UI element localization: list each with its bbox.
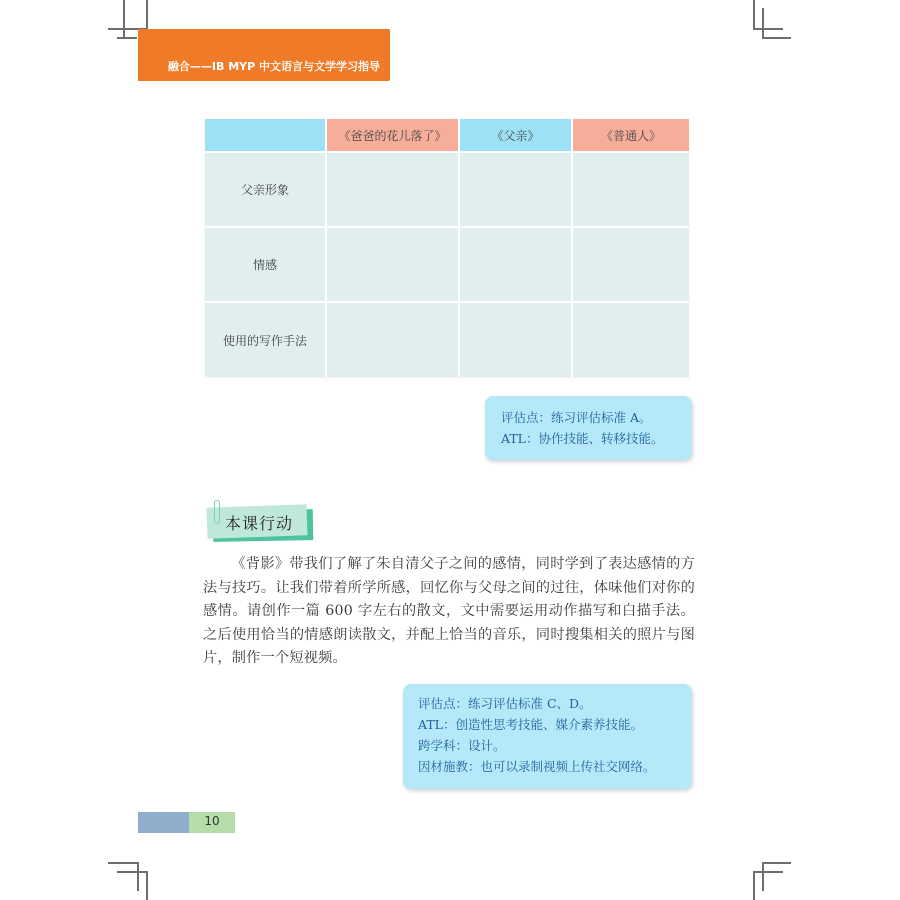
table-cell[interactable] [327,228,460,303]
activity-paragraph: 《背影》带我们了解了朱自清父子之间的感情，同时学到了表达感情的方法与技巧。让我们带着所学所感，回忆你与父母之间的过往，体味他们对你的感情。请创作一篇 600 字左右的散文，文中需要运用动作描写和白描手法。之后使用恰当的情感朗读散文，并配上恰当的音乐，同时搜集相关的照片与图片，制作一个短视频。 [203,556,695,666]
header-band [138,29,390,81]
table-cell[interactable] [460,153,573,228]
table-cell[interactable] [460,228,573,303]
note-line-assessment: 评估点：练习评估标准 A。 [501,410,652,425]
crop-mark [753,28,783,30]
crop-mark [123,0,125,37]
crop-mark [137,862,139,891]
table-cell[interactable] [573,228,689,303]
row-label-emotion: 情感 [205,228,327,303]
paperclip-icon [214,500,220,524]
page-number: 10 [204,814,220,828]
row-label-writing-techniques: 使用的写作手法 [205,303,327,377]
table-cell[interactable] [327,153,460,228]
table-cell[interactable] [573,303,689,377]
footer-bar-blue [138,812,189,833]
table-header-row [205,119,689,153]
column-header-fuqin: 《父亲》 [460,119,573,153]
section-heading: 本课行动 [225,514,294,533]
table-cell[interactable] [327,303,460,377]
crop-mark [146,871,148,900]
crop-mark [762,8,764,38]
note-line-assessment: 评估点：练习评估标准 C、D。 [418,696,592,711]
crop-mark [117,871,147,873]
crop-mark [117,37,137,39]
note-line-interdisciplinary: 跨学科：设计。 [418,738,506,753]
crop-mark [762,862,791,864]
column-header-babadehuaerluole: 《爸爸的花儿落了》 [327,119,460,153]
table-cell[interactable] [573,153,689,228]
footer-bar-green [189,812,235,833]
crop-mark [762,862,764,891]
section-heading-tag [207,506,307,538]
column-header-putongren: 《普通人》 [573,119,689,153]
crop-mark [753,0,755,29]
crop-mark [108,862,138,864]
row-label-father-image: 父亲形象 [205,153,327,228]
table-row [205,228,689,303]
activity-note-box [403,684,692,789]
note-line-atl: ATL：协作技能、转移技能。 [501,431,664,446]
table-cell[interactable] [460,303,573,377]
table-row [205,303,689,377]
crop-mark [762,37,791,39]
book-title: 融合——IB MYP 中文语言与文学学习指导 [167,60,380,73]
table-corner-cell [205,119,327,153]
crop-mark [753,871,755,900]
note-line-atl: ATL：创造性思考技能、媒介素养技能。 [418,717,643,732]
crop-mark [753,871,783,873]
assessment-note-box [485,396,692,460]
note-line-differentiation: 因材施教：也可以录制视频上传社交网络。 [418,759,656,774]
comparison-table [205,119,689,377]
crop-mark [146,0,148,29]
table-row [205,153,689,228]
